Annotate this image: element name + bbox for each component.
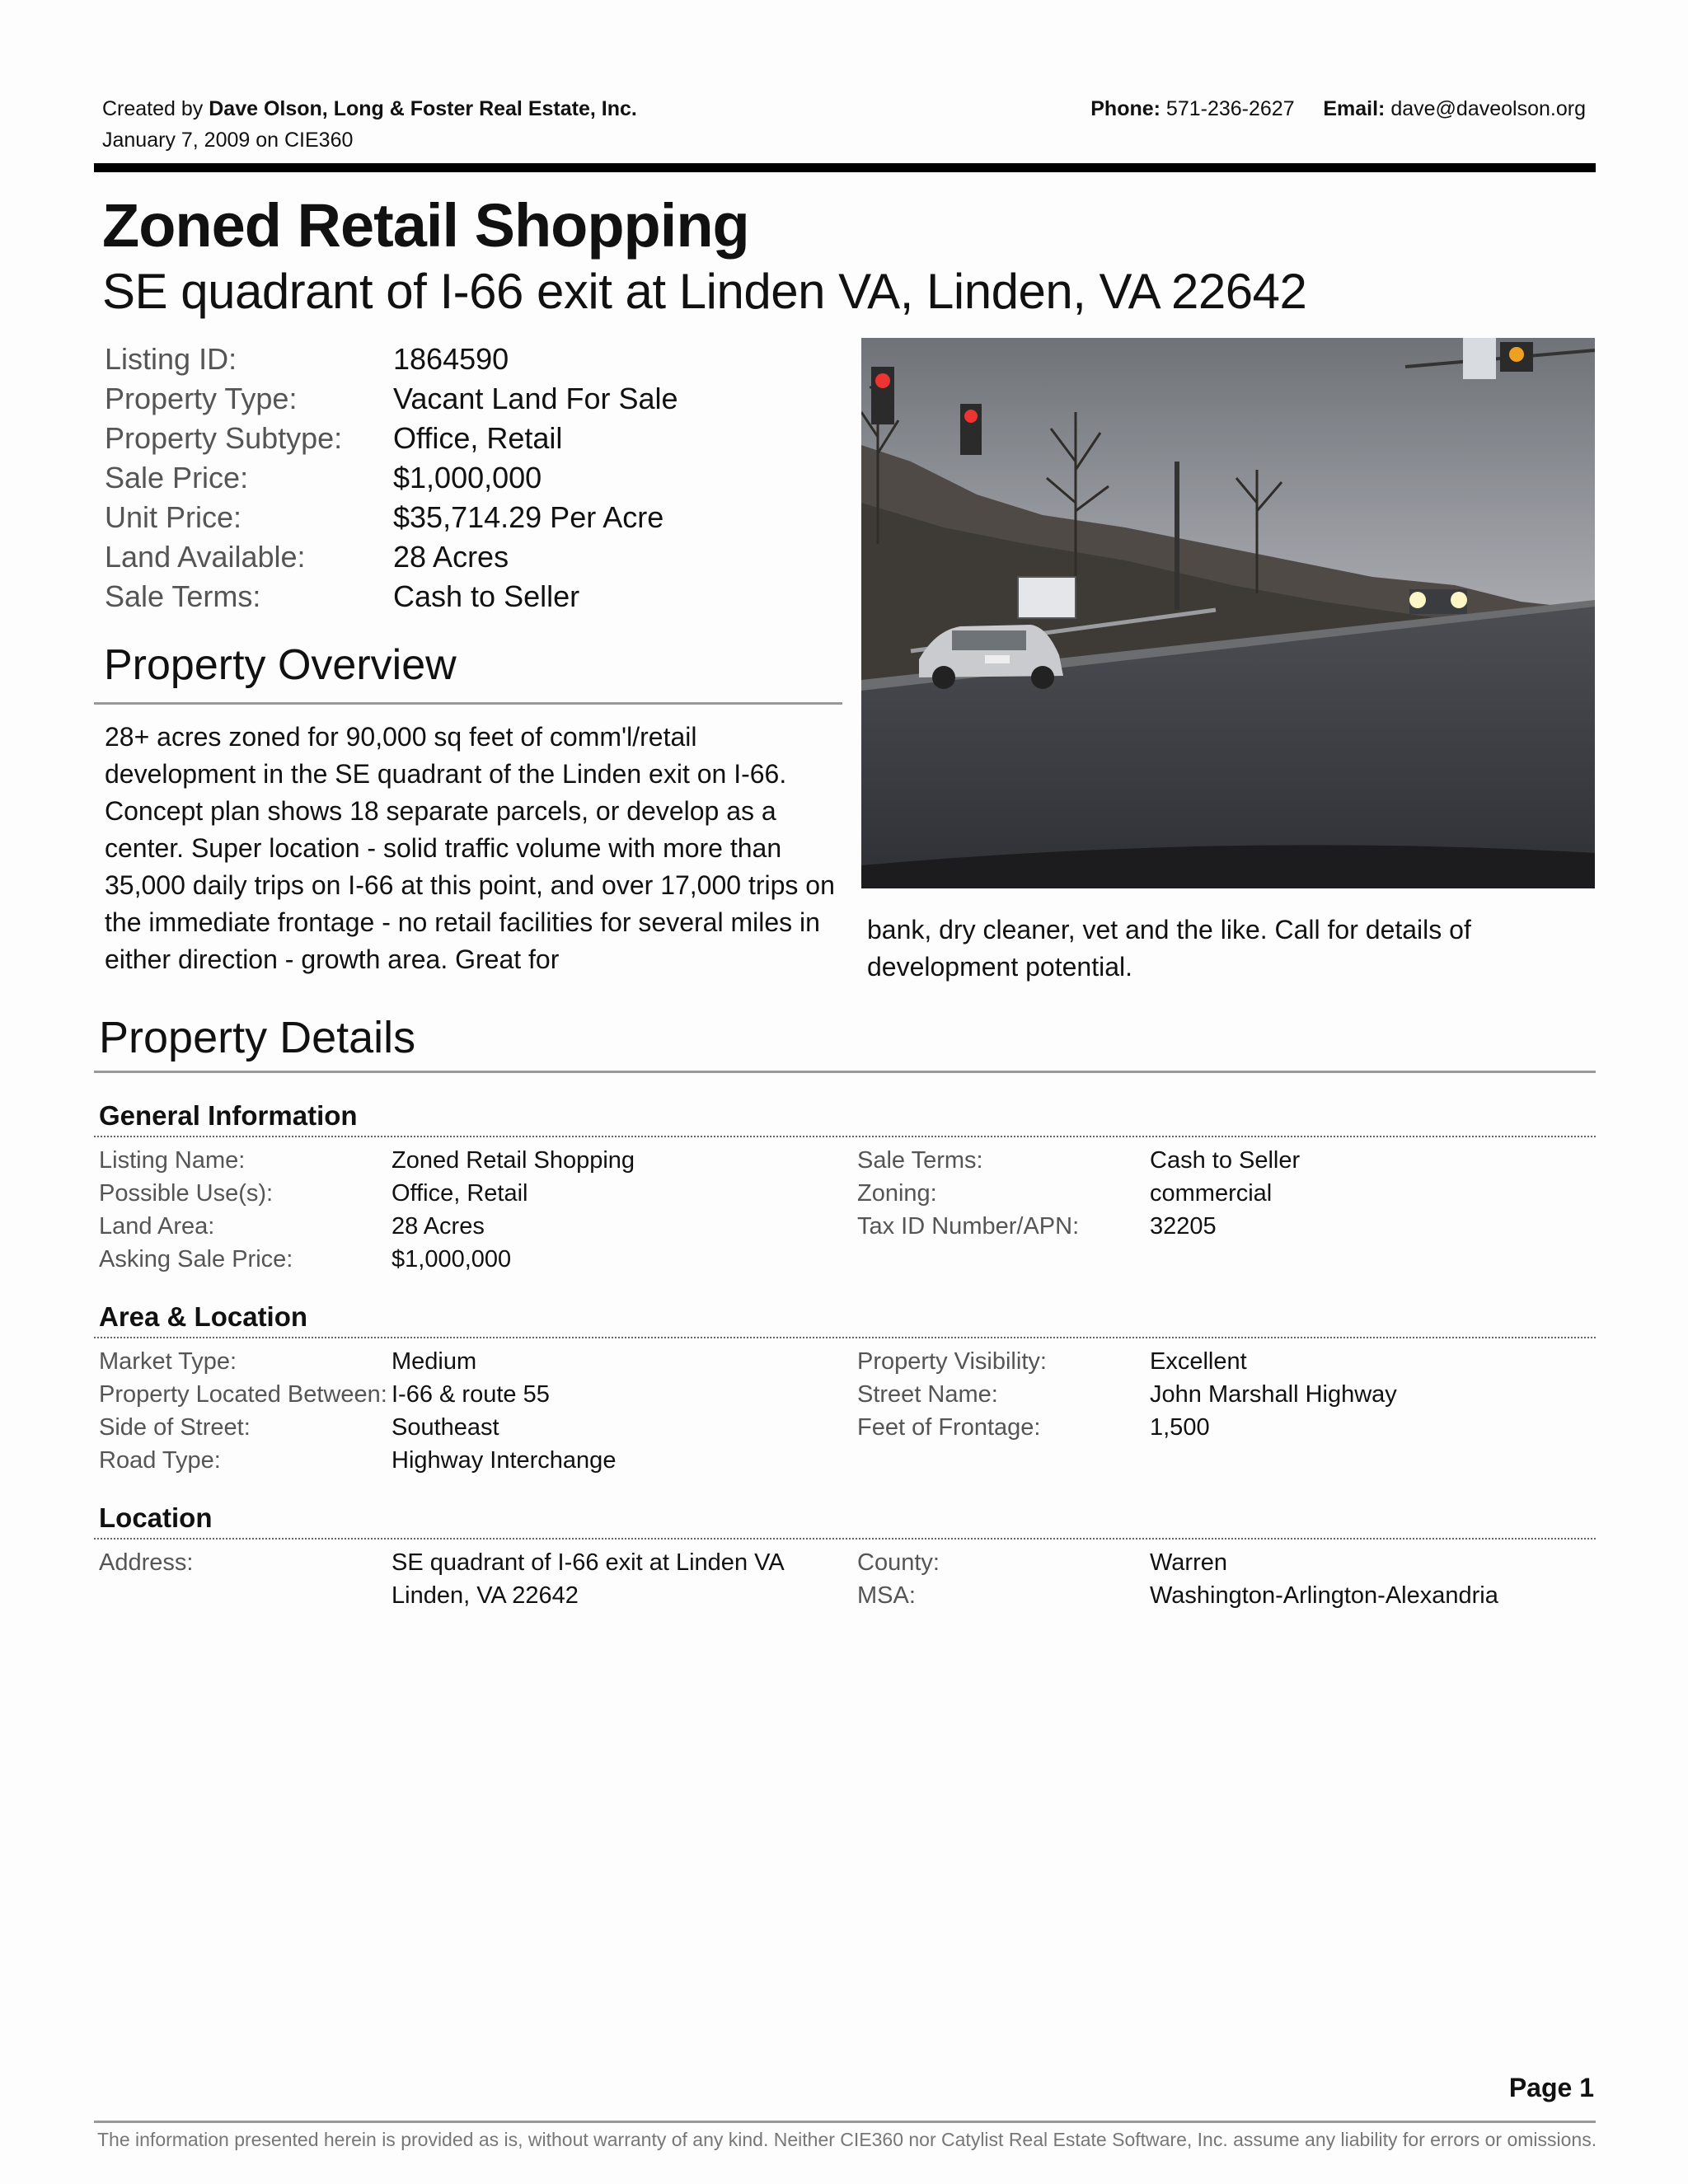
summary-row <box>105 537 678 577</box>
county-label: County: <box>857 1549 940 1576</box>
detail-row <box>99 1345 616 1378</box>
detail-label: Possible Use(s): <box>99 1180 274 1207</box>
detail-value: 1,500 <box>1150 1414 1210 1441</box>
detail-value: I-66 & route 55 <box>392 1381 550 1408</box>
detail-label: Tax ID Number/APN: <box>857 1213 1080 1240</box>
address-value <box>392 1546 785 1612</box>
address-line-2: Linden, VA 22642 <box>392 1582 579 1609</box>
detail-row <box>99 1210 635 1243</box>
overview-divider <box>94 702 842 705</box>
detail-row <box>857 1345 1397 1378</box>
location-divider <box>94 1538 1596 1540</box>
detail-row <box>857 1411 1397 1444</box>
summary-label: Listing ID: <box>105 342 237 376</box>
phone-value: 571-236-2627 <box>1165 97 1295 120</box>
detail-row <box>99 1243 635 1276</box>
summary-label: Sale Price: <box>105 461 249 494</box>
detail-row <box>99 1546 785 1612</box>
summary-label: Property Type: <box>105 382 298 415</box>
detail-row <box>99 1144 635 1177</box>
detail-label: Property Visibility: <box>857 1348 1047 1375</box>
detail-label: Listing Name: <box>99 1147 246 1174</box>
summary-value: $35,714.29 Per Acre <box>393 500 664 534</box>
listing-title: Zoned Retail Shopping <box>102 191 749 260</box>
msa-value: Washington-Arlington-Alexandria <box>1150 1582 1498 1609</box>
county-value: Warren <box>1150 1549 1227 1576</box>
email-value: dave@daveolson.org <box>1390 97 1586 120</box>
detail-row <box>857 1546 1498 1579</box>
summary-label: Unit Price: <box>105 500 242 534</box>
location-heading: Location <box>99 1502 213 1533</box>
overview-text: 28+ acres zoned for 90,000 sq feet of comm'l/retail development in the SE quadrant of the Linden exit on I-66. Concept plan shows 18 separate parcels, or develop as a center. Super location - solid traffic volume with more than 35,000 daily trips on I-66 at this point, and over 17,000 trips on the immediate frontage - no retail facilities for several miles in either direction - growth area. Great for <box>105 722 835 974</box>
disclaimer: The information presented herein is provided as is, without warranty of any kind. Neither CIE360 nor Catylist Real Estate Software, Inc. assume any liability for errors or omissions. <box>97 2129 1597 2150</box>
summary-value: Office, Retail <box>393 421 563 455</box>
summary-row <box>105 577 678 616</box>
area-location-left <box>99 1345 616 1477</box>
created-by-prefix: Created by <box>102 97 204 120</box>
detail-value: commercial <box>1150 1180 1273 1207</box>
detail-value: Cash to Seller <box>1150 1147 1301 1174</box>
summary-row <box>105 419 678 458</box>
detail-value: John Marshall Highway <box>1150 1381 1397 1408</box>
msa-label: MSA: <box>857 1582 916 1609</box>
email-label: Email: <box>1323 97 1386 120</box>
contact-info <box>1090 93 1586 124</box>
area-location-right <box>857 1345 1397 1444</box>
summary-value: Cash to Seller <box>393 579 580 613</box>
general-info-right <box>857 1144 1300 1243</box>
summary-label: Land Available: <box>105 540 306 574</box>
summary-row <box>105 498 678 537</box>
general-info-divider <box>94 1136 1596 1137</box>
detail-label: Property Located Between: <box>99 1381 387 1408</box>
detail-row <box>99 1444 616 1477</box>
detail-value: Excellent <box>1150 1348 1247 1375</box>
detail-row <box>857 1177 1300 1210</box>
header-divider <box>94 163 1596 172</box>
detail-value: 28 Acres <box>392 1213 485 1240</box>
detail-label: Asking Sale Price: <box>99 1246 293 1272</box>
listing-address: SE quadrant of I-66 exit at Linden VA, Linden, VA 22642 <box>102 264 1307 319</box>
area-location-divider <box>94 1337 1596 1338</box>
detail-value: Southeast <box>392 1414 499 1441</box>
footer-divider <box>94 2121 1596 2123</box>
detail-value: Office, Retail <box>392 1180 528 1207</box>
detail-row <box>857 1144 1300 1177</box>
summary-row <box>105 379 678 419</box>
summary-value: $1,000,000 <box>393 461 542 494</box>
detail-label: Sale Terms: <box>857 1147 983 1174</box>
summary-row <box>105 340 678 379</box>
property-photo <box>861 338 1595 888</box>
summary-row <box>105 458 678 498</box>
detail-label: Zoning: <box>857 1180 937 1207</box>
detail-row <box>99 1177 635 1210</box>
detail-row <box>857 1579 1498 1612</box>
detail-row <box>857 1210 1300 1243</box>
address-label: Address: <box>99 1549 194 1576</box>
general-info-left <box>99 1144 635 1276</box>
general-info-heading: General Information <box>99 1100 358 1131</box>
detail-value: 32205 <box>1150 1213 1217 1240</box>
created-date: January 7, 2009 on CIE360 <box>102 129 354 152</box>
summary-value: Vacant Land For Sale <box>393 382 678 415</box>
summary-label: Sale Terms: <box>105 579 261 613</box>
location-right <box>857 1546 1498 1612</box>
detail-label: Street Name: <box>857 1381 998 1408</box>
phone-label: Phone: <box>1090 97 1160 120</box>
detail-value: Medium <box>392 1348 477 1375</box>
summary-table <box>105 340 678 616</box>
detail-label: Land Area: <box>99 1213 215 1240</box>
detail-label: Feet of Frontage: <box>857 1414 1041 1441</box>
summary-value: 28 Acres <box>393 540 509 574</box>
details-heading: Property Details <box>99 1013 416 1062</box>
details-divider <box>94 1071 1596 1073</box>
overview-text-continued: bank, dry cleaner, vet and the like. Call for details of development potential. <box>867 915 1471 982</box>
summary-value: 1864590 <box>393 342 509 376</box>
detail-label: Side of Street: <box>99 1414 251 1441</box>
address-line-1: SE quadrant of I-66 exit at Linden VA <box>392 1549 785 1576</box>
location-left <box>99 1546 785 1612</box>
detail-value: Highway Interchange <box>392 1447 617 1474</box>
summary-label: Property Subtype: <box>105 421 343 455</box>
detail-value: $1,000,000 <box>392 1246 512 1272</box>
overview-heading: Property Overview <box>104 641 457 689</box>
page-number: Page 1 <box>1508 2073 1594 2102</box>
detail-label: Market Type: <box>99 1348 237 1375</box>
creator-info <box>102 93 637 156</box>
detail-row <box>99 1411 616 1444</box>
creator-name: Dave Olson, Long & Foster Real Estate, Inc. <box>209 97 637 120</box>
area-location-heading: Area & Location <box>99 1301 308 1332</box>
detail-row <box>857 1378 1397 1411</box>
detail-label: Road Type: <box>99 1447 221 1474</box>
detail-row <box>99 1378 616 1411</box>
detail-value: Zoned Retail Shopping <box>392 1147 635 1174</box>
